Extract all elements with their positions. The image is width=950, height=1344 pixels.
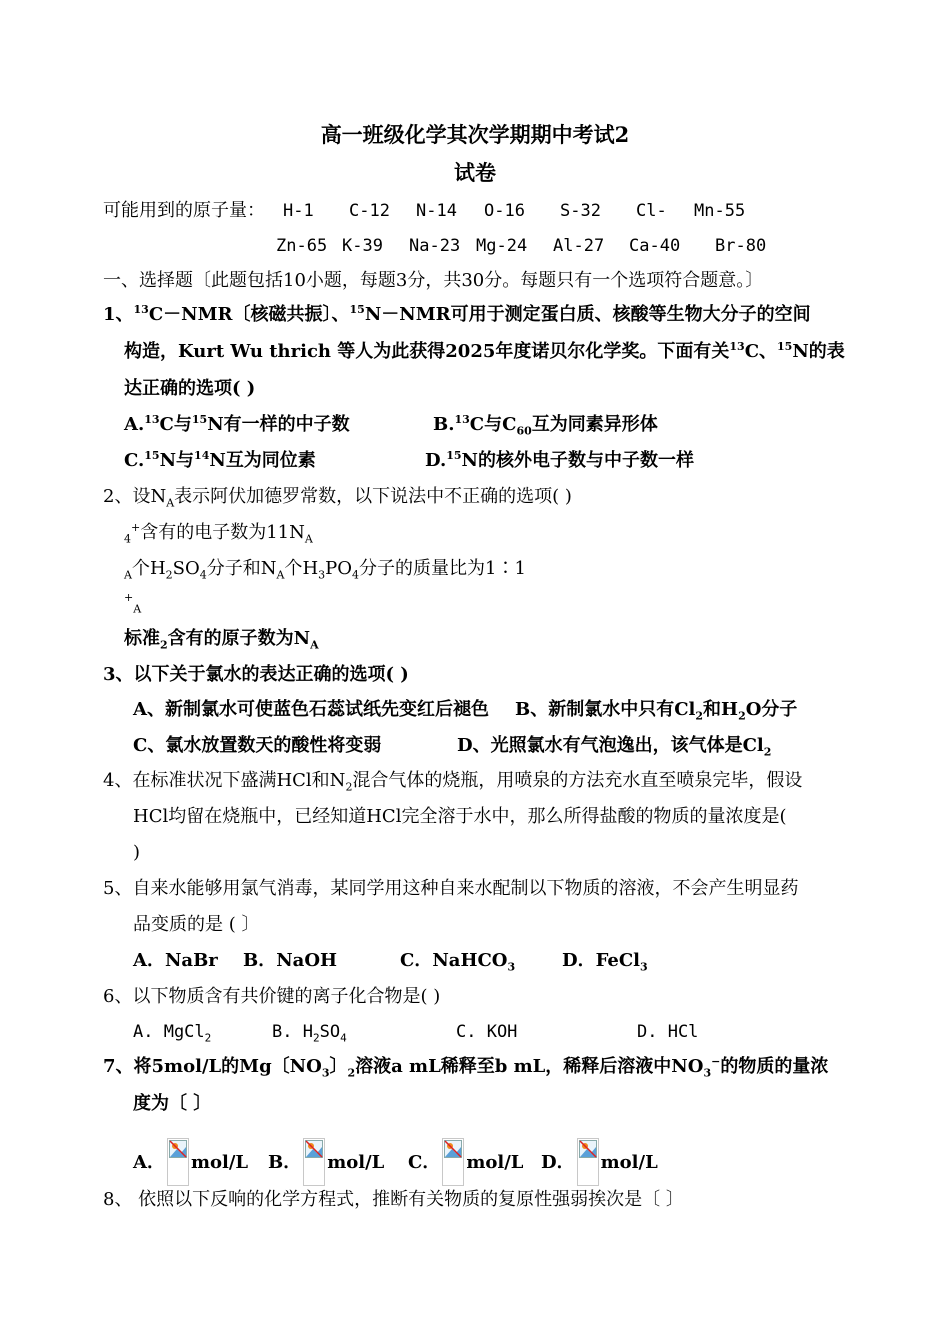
question-6-option-a[interactable]: A. MgCl$_2$ (133, 1022, 212, 1045)
atomic-mass-cl: Cl- (636, 201, 667, 221)
question-7-option-c[interactable]: C． mol/L (408, 1138, 523, 1186)
question-5-option-c[interactable]: C．NaHCO$_3$ (400, 950, 516, 974)
question-1-option-c[interactable]: C.$^{15}$N与$^{14}$N互为同位素 (124, 449, 316, 471)
question-5-line-2: 品变质的是 ( 〕 (133, 914, 260, 935)
question-1-line-1: 1、$^{13}$C－NMR〔核磁共振〕、$^{15}$N－NMR可用于测定蛋白质、核酸等生物大分子的空间 (103, 303, 811, 325)
atomic-mass-mn: Mn-55 (694, 201, 746, 221)
question-7-option-d[interactable]: D． mol/L (541, 1138, 658, 1186)
question-3-option-b[interactable]: B、新制氯水中只有$Cl_2$和$H_2O$分子 (515, 699, 798, 723)
question-5-option-d[interactable]: D．FeCl$_3$ (562, 950, 648, 974)
question-8-stem: 8、 依照以下反响的化学方程式，推断有关物质的复原性强弱挨次是〔 〕 (103, 1189, 684, 1210)
atomic-mass-o: O-16 (484, 201, 525, 221)
exam-title: 高一班级化学其次学期期中考试2 (320, 122, 630, 147)
atomic-mass-al: Al-27 (553, 236, 605, 256)
question-1-option-d[interactable]: D.$^{15}$N的核外电子数与中子数一样 (425, 449, 694, 471)
question-7-line-2: 度为〔 〕 (133, 1093, 212, 1114)
question-5-line-1: 5、自来水能够用氯气消毒，某同学用这种自来水配制以下物质的溶液，不会产生明显药 (103, 878, 799, 899)
question-2-stem: 2、设$N_A$表示阿伏加德罗常数，以下说法中不正确的选项( ) (103, 486, 572, 510)
question-3-option-d[interactable]: D、光照氯水有气泡逸出，该气体是$Cl_2$ (457, 735, 772, 759)
atomic-mass-n: N-14 (416, 201, 457, 221)
broken-image-icon (167, 1138, 189, 1186)
atomic-mass-na: Na-23 (409, 236, 461, 256)
broken-image-icon (442, 1138, 464, 1186)
question-1-line-2: 构造，Kurt Wu thrich 等人为此获得2025年度诺贝尔化学奖。下面有关$^{13}$C、$^{15}$N的表 (124, 340, 845, 362)
question-6-option-c[interactable]: C. KOH (456, 1022, 518, 1042)
question-1-line-3: 达正确的选项( ) (124, 378, 256, 399)
atomic-mass-row-1 (103, 198, 265, 224)
question-1-option-b[interactable]: B.$^{13}$C与$C_{60}$互为同素异形体 (433, 413, 658, 438)
question-3-stem: 3、以下关于氯水的表达正确的选项( ) (103, 664, 409, 685)
question-1-option-a[interactable]: A.$^{13}$C与$^{15}$N有一样的中子数 (124, 413, 350, 435)
question-7-option-b[interactable]: B． mol/L (268, 1138, 384, 1186)
question-2-option-d[interactable]: 标准$_2$含有的原子数为$N_A$ (124, 628, 319, 652)
question-3-option-c[interactable]: C、氯水放置数天的酸性将变弱 (133, 735, 382, 756)
question-2-option-c[interactable]: +$_A$ (124, 591, 142, 616)
atomic-mass-h: H-1 (283, 201, 314, 221)
exam-subtitle: 试卷 (454, 160, 496, 185)
question-6-stem: 6、以下物质含有共价键的离子化合物是( ) (103, 986, 441, 1007)
atomic-mass-ca: Ca-40 (629, 236, 681, 256)
question-2-option-b[interactable]: $_A$个$H_2SO_4$分子和$N_A$个$H_3PO_4$分子的质量比为1∶1 (124, 558, 526, 582)
section-header: 一、选择题〔此题包括10小题，每题3分，共30分。每题只有一个选项符合题意。〕 (103, 270, 764, 291)
question-4-line-2: HCl均留在烧瓶中，已经知道HCl完全溶于水中，那么所得盐酸的物质的量浓度是( (133, 806, 787, 827)
question-4-line-3: ) (133, 842, 141, 863)
question-2-option-a[interactable]: $_4$+含有的电子数为$11N_A$ (124, 521, 313, 546)
atomic-mass-c: C-12 (349, 201, 390, 221)
atomic-mass-label: 可能用到的原子量： (103, 200, 265, 221)
question-6-option-b[interactable]: B. $H_2SO_4$ (272, 1022, 347, 1045)
question-3-option-a[interactable]: A、新制氯水可使蓝色石蕊试纸先变红后褪色 (133, 699, 489, 720)
atomic-mass-br: Br-80 (715, 236, 767, 256)
question-5-option-a[interactable]: A．NaBr (133, 950, 218, 971)
question-7-line-1: 7、将5mol/L的Mg〔$NO_3$〕$_2$溶液a mL稀释至b mL，稀释后溶液中$NO_3^-$的物质的量浓 (103, 1055, 829, 1080)
question-4-line-1: 4、在标准状况下盛满HCl和$N_2$混合气体的烧瓶，用喷泉的方法充水直至喷泉完毕，假设 (103, 770, 803, 794)
broken-image-icon (303, 1138, 325, 1186)
broken-image-icon (577, 1138, 599, 1186)
question-7-option-a[interactable]: A． mol/L (133, 1138, 248, 1186)
atomic-mass-zn: Zn-65 (276, 236, 328, 256)
question-6-option-d[interactable]: D. HCl (637, 1022, 699, 1042)
question-5-option-b[interactable]: B．NaOH (243, 950, 338, 971)
atomic-mass-s: S-32 (560, 201, 601, 221)
atomic-mass-mg: Mg-24 (476, 236, 528, 256)
atomic-mass-k: K-39 (342, 236, 383, 256)
